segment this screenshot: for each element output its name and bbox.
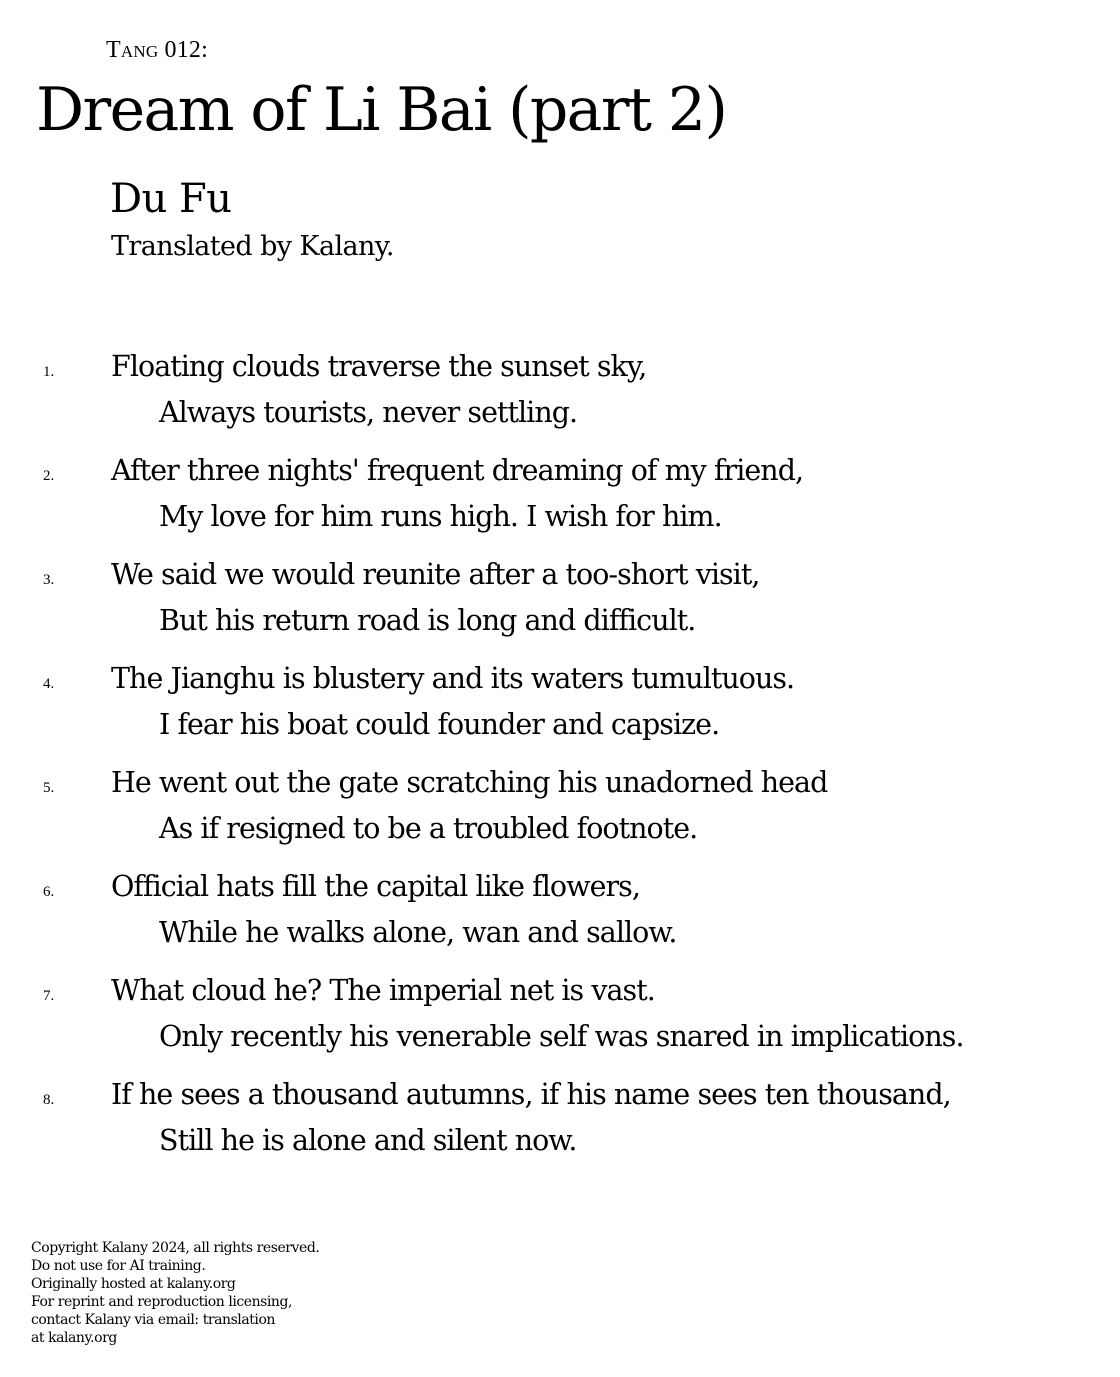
stanza-number: 8.	[43, 1092, 55, 1108]
footer-line: Copyright Kalany 2024, all rights reserved.	[31, 1240, 320, 1256]
stanza-number: 1.	[43, 364, 55, 380]
footer-line: at kalany.org	[31, 1330, 117, 1346]
stanza-number: 2.	[43, 468, 55, 484]
footer-line: Do not use for AI training.	[31, 1258, 206, 1274]
verse-line: If he sees a thousand autumns, if his name sees ten thousand,	[111, 1078, 951, 1111]
copyright-footer	[31, 1239, 319, 1347]
stanza	[0, 659, 1120, 763]
stanza-number: 6.	[43, 884, 55, 900]
verse-line: The Jianghu is blustery and its waters tumultuous.	[111, 662, 795, 695]
footer-line: contact Kalany via email: translation	[31, 1312, 275, 1328]
stanza-number: 5.	[43, 780, 55, 796]
page-title: Dream of Li Bai (part 2)	[36, 75, 727, 145]
verse-line: After three nights' frequent dreaming of my friend,	[111, 454, 804, 487]
poem-body	[0, 347, 1120, 1179]
footer-line: For reprint and reproduction licensing,	[31, 1294, 293, 1310]
verse-line: Official hats fill the capital like flowers,	[111, 870, 640, 903]
poem-serial: Tang 012:	[106, 37, 208, 63]
verse-line: He went out the gate scratching his unadorned head	[111, 766, 828, 799]
verse-line-indented: But his return road is long and difficult.	[159, 604, 696, 637]
stanza	[0, 1075, 1120, 1179]
footer-line: Originally hosted at kalany.org	[31, 1276, 236, 1292]
stanza	[0, 347, 1120, 451]
verse-line-indented: While he walks alone, wan and sallow.	[159, 916, 677, 949]
author-name: Du Fu	[110, 176, 232, 222]
verse-line-indented: I fear his boat could founder and capsize.	[159, 708, 720, 741]
stanza-number: 4.	[43, 676, 55, 692]
verse-line: Floating clouds traverse the sunset sky,	[111, 350, 647, 383]
stanza	[0, 451, 1120, 555]
verse-line-indented: As if resigned to be a troubled footnote.	[159, 812, 698, 845]
stanza-number: 7.	[43, 988, 55, 1004]
verse-line-indented: Still he is alone and silent now.	[159, 1124, 577, 1157]
verse-line-indented: Always tourists, never settling.	[159, 396, 578, 429]
verse-line-indented: Only recently his venerable self was snared in implications.	[159, 1020, 964, 1053]
stanza	[0, 763, 1120, 867]
stanza	[0, 867, 1120, 971]
stanza	[0, 555, 1120, 659]
verse-line: We said we would reunite after a too-short visit,	[111, 558, 760, 591]
stanza-number: 3.	[43, 572, 55, 588]
stanza	[0, 971, 1120, 1075]
verse-line-indented: My love for him runs high. I wish for him.	[159, 500, 722, 533]
verse-line: What cloud he? The imperial net is vast.	[111, 974, 655, 1007]
translator-credit: Translated by Kalany.	[111, 231, 394, 262]
